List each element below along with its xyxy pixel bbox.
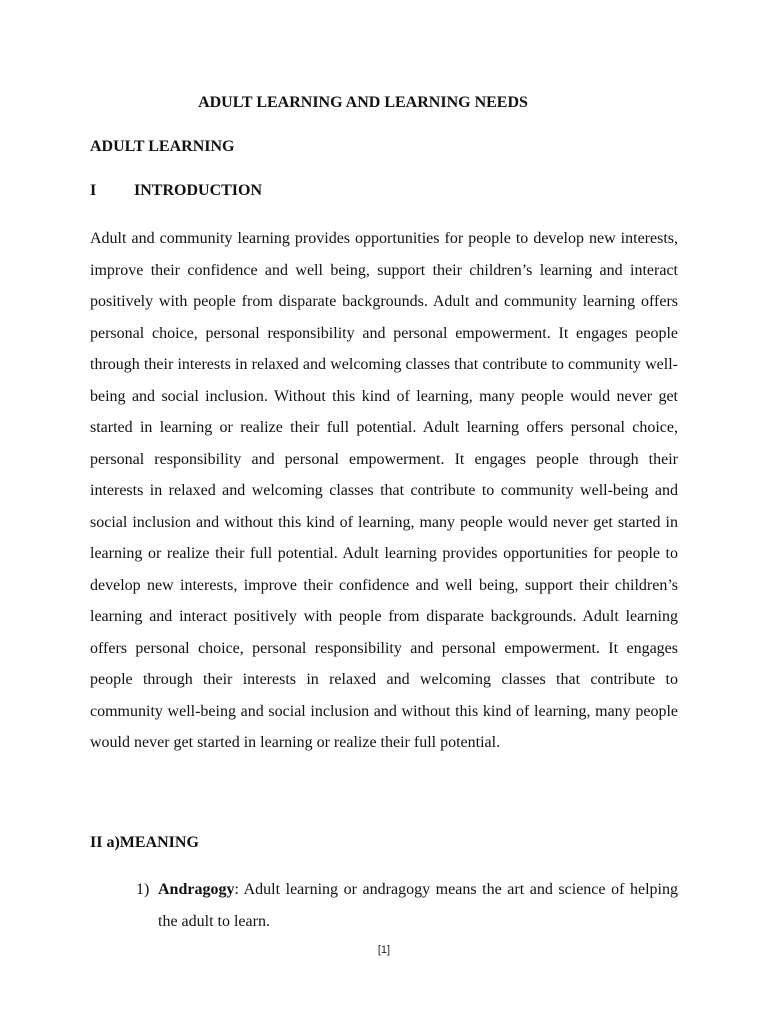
list-item (136, 874, 678, 937)
list-item-term: Andragogy (158, 881, 235, 898)
introduction-paragraph: Adult and community learning provides opportunities for people to develop new interests, improve their confidence and well being, support their children’s learning and interact positively with people from disparate backgrounds. Adult and community learning offers personal choice, personal responsibility and personal empowerment. It engages people through their interests in relaxed and welcoming classes that contribute to community well-being and social inclusion. Without this kind of learning, many people would never get started in learning or realize their full potential. Adult learning offers personal choice, personal responsibility and personal empowerment. It engages people through their interests in relaxed and welcoming classes that contribute to community well-being and social inclusion and without this kind of learning, many people would never get started in learning or realize their full potential. Adult learning provides opportunities for people to develop new interests, improve their confidence and well being, support their children’s learning and interact positively with people from disparate backgrounds. Adult learning offers personal choice, personal responsibility and personal empowerment. It engages people through their interests in relaxed and welcoming classes that contribute to community well-being and social inclusion and without this kind of learning, many people would never get started in learning or realize their full potential. (90, 230, 678, 751)
section-heading-meaning: II a)MEANING (90, 834, 199, 851)
section-label: INTRODUCTION (134, 182, 263, 199)
section-heading-introduction (90, 182, 262, 200)
section-heading-adult-learning: ADULT LEARNING (90, 138, 235, 155)
list-item-marker: 1) (136, 881, 150, 898)
list-item-text (158, 874, 678, 937)
page-number: [1] (377, 944, 391, 956)
section-number: I (90, 182, 97, 199)
list-item-definition: : Adult learning or andragogy means the art and science of helping the adult to learn. (158, 881, 678, 930)
document-title: ADULT LEARNING AND LEARNING NEEDS (198, 94, 528, 111)
